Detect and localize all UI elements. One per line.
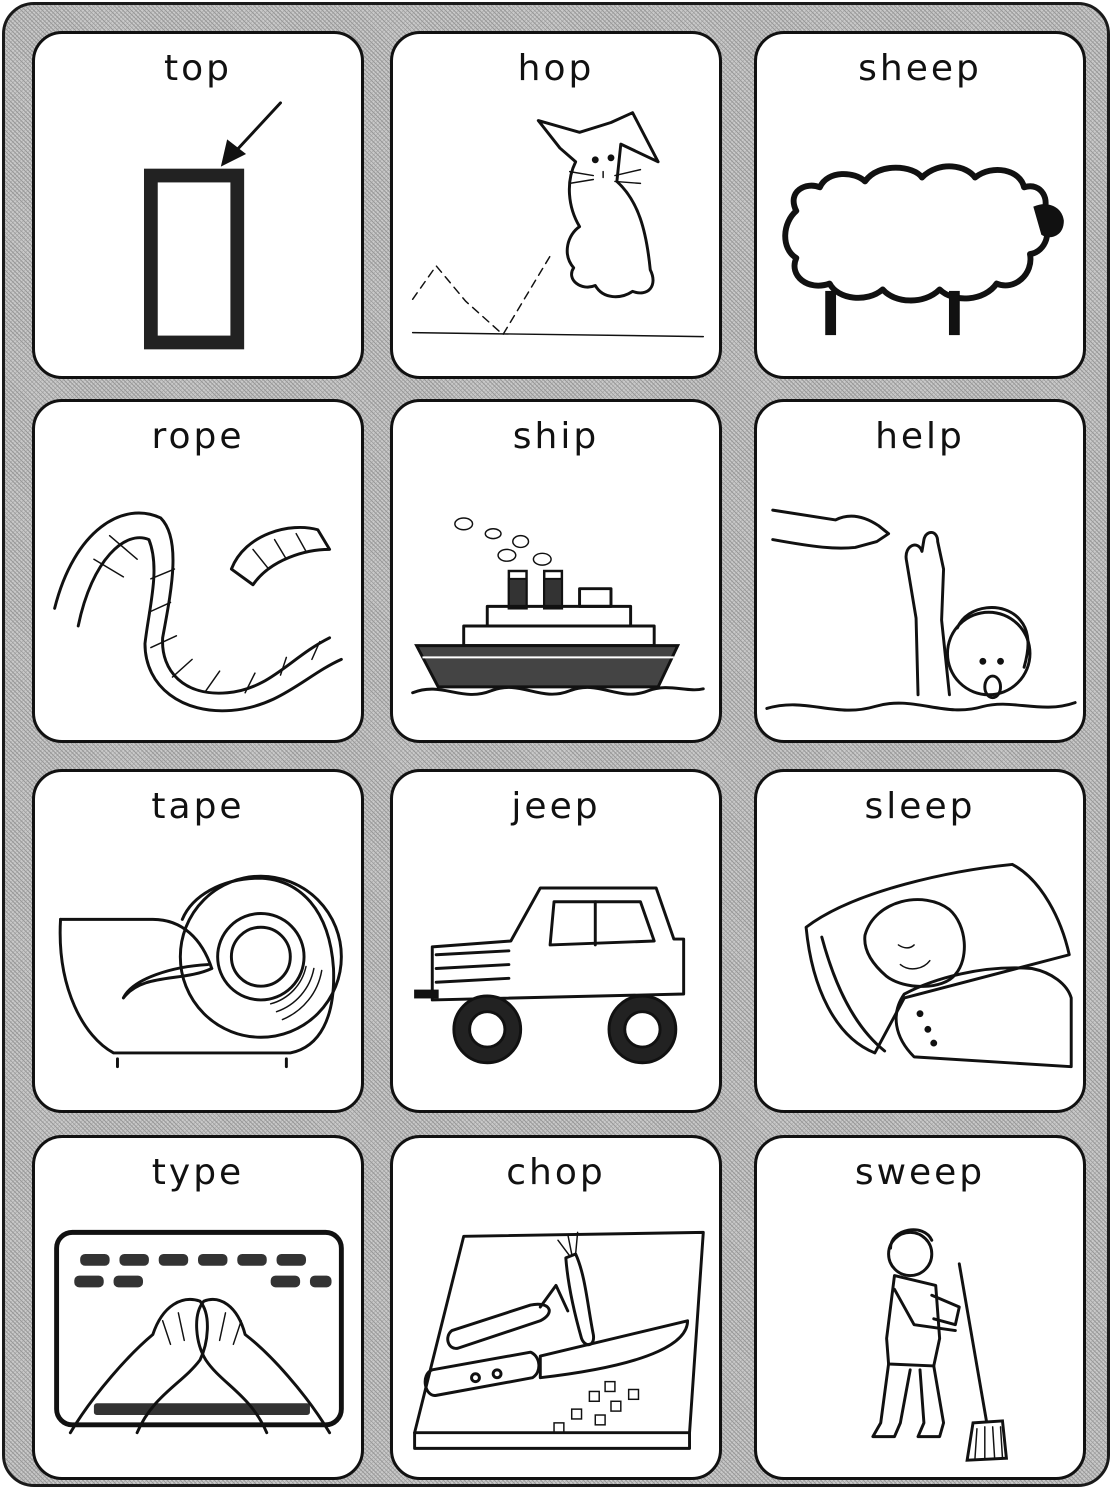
cutting-board-knife-icon [393,1138,719,1477]
card-word: chop [506,1152,606,1193]
rope-icon [35,402,361,740]
card-chop[interactable] [390,1135,722,1480]
card-sheep[interactable] [754,31,1086,379]
card-type[interactable] [32,1135,364,1480]
card-word: tape [151,786,245,827]
card-word: jeep [511,786,601,827]
jeep-icon [393,772,719,1110]
sheep-icon [757,34,1083,376]
card-tape[interactable] [32,769,364,1113]
card-word: sweep [854,1152,986,1193]
tape-dispenser-icon [35,772,361,1110]
card-sweep[interactable] [754,1135,1086,1480]
card-word: top [164,48,232,89]
card-word: sleep [864,786,976,827]
card-ship[interactable] [390,399,722,743]
picture-card-board [2,2,1110,1487]
rabbit-hopping-icon [393,34,719,376]
sleeping-person-icon [757,772,1083,1110]
ship-icon [393,402,719,740]
card-help[interactable] [754,399,1086,743]
drowning-person-icon [757,402,1083,740]
card-sleep[interactable] [754,769,1086,1113]
keyboard-hands-icon [35,1138,361,1477]
card-hop[interactable] [390,31,722,379]
card-word: rope [151,416,245,457]
card-word: ship [512,416,600,457]
arrow-to-top-icon [35,34,361,376]
person-sweeping-icon [757,1138,1083,1477]
card-word: type [151,1152,245,1193]
card-word: sheep [858,48,982,89]
card-top[interactable] [32,31,364,379]
card-word: hop [517,48,595,89]
card-word: help [875,416,965,457]
card-jeep[interactable] [390,769,722,1113]
card-rope[interactable] [32,399,364,743]
